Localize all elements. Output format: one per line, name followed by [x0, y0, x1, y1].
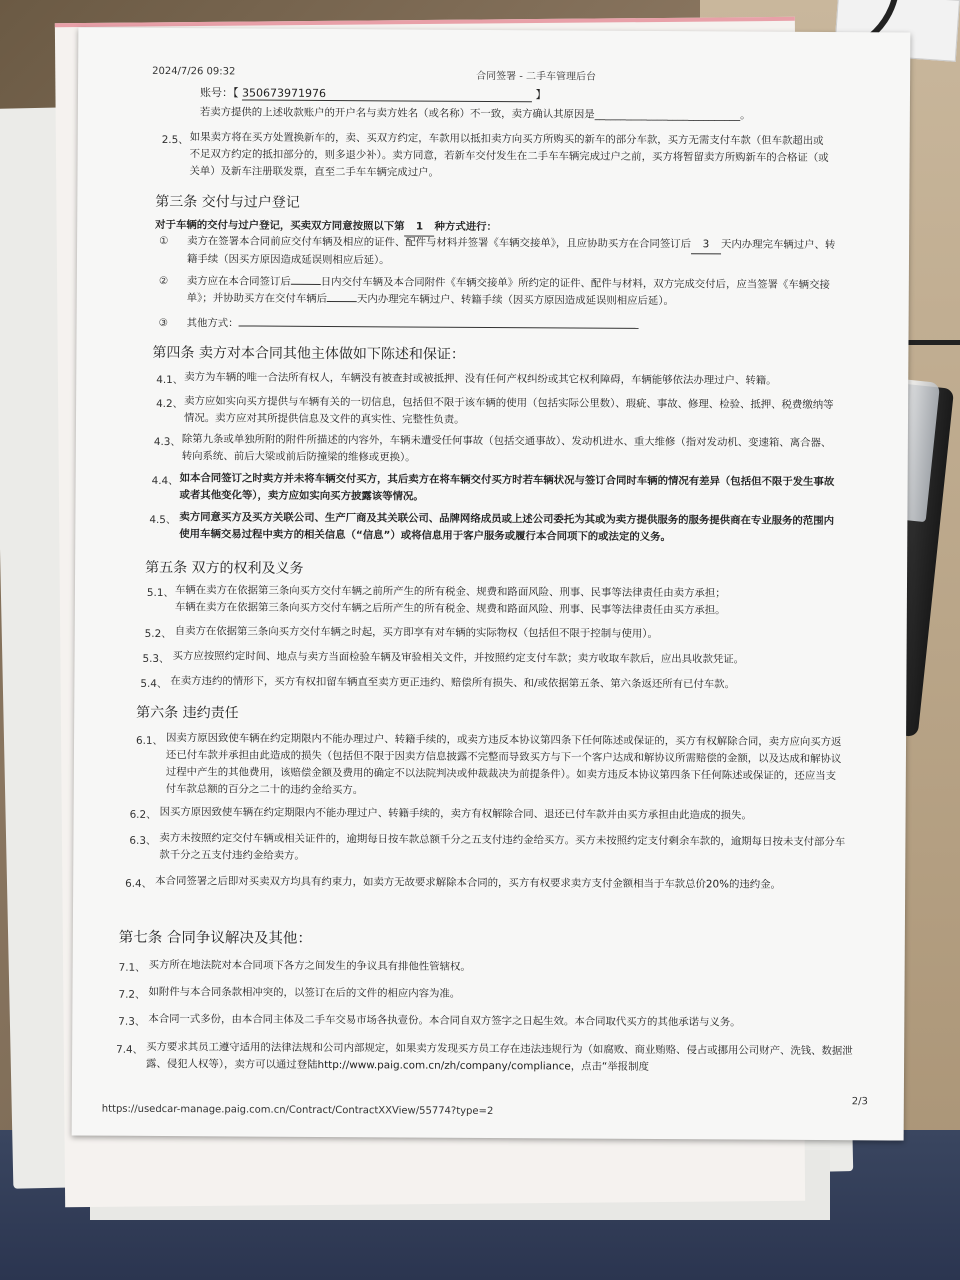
clause-num: 2.5、: [161, 133, 189, 147]
clause-num: 4.4、: [151, 474, 179, 488]
option-num: ①: [159, 234, 169, 248]
clause-text: 在卖方违约的情形下，买方有权扣留车辆直至卖方更正违约、赔偿所有损失、和/或依据第五条、第六条返还所有已付车款。: [170, 675, 736, 691]
section-title: 第三条 交付与过户登记: [155, 193, 300, 211]
clause-num: 7.2、: [118, 988, 146, 1001]
clause-num: 7.3、: [118, 1015, 146, 1028]
clause-num: 4.2、: [156, 397, 184, 411]
clause-text: 本合同签署之后即对买卖双方均具有约束力，如卖方无故要求解除本合同的，买方有权要求卖方支付金额相当于车款总价20%的违约金。: [155, 874, 781, 891]
contract-page: [72, 27, 911, 1140]
intro-line: 若卖方提供的上述收款账户的开户名与卖方姓名（或名称）不一致，卖方确认其原因是____________________________。: [199, 106, 751, 122]
clause-num: 4.3、: [153, 435, 181, 449]
account-number: 350673971976: [242, 86, 532, 102]
clause-text: 因买方原因致使车辆在约定期限内不能办理过户、转籍手续的，卖方有权解除合同、退还已付车款并由买方承担由此造成的损失。: [159, 805, 752, 822]
page-number: 2/3: [851, 1096, 868, 1108]
clause-num: 5.4、: [140, 677, 168, 691]
clause-text: 自卖方在依据第三条向买方交付车辆之时起，买方即享有对车辆的实际物权（包括但不限于控制与使用）。: [174, 625, 658, 641]
clause-num: 6.3、: [129, 834, 157, 847]
print-datetime: 2024/7/26 09:32: [152, 65, 236, 78]
s3-lead: 对于车辆的交付与过户登记，买卖双方同意按照以下第 1 种方式进行：: [155, 217, 875, 239]
option-num: ②: [158, 274, 169, 288]
clause-num: 5.2、: [144, 627, 172, 641]
clause-num: 4.1、: [156, 373, 184, 387]
clause-text: 车辆在卖方在依据第三条向买方交付车辆之前所产生的所有税金、规费和路面风险、刑事、民事等法律责任由卖方承担； 车辆在卖方在依据第三条向买方交付车辆之后所产生的所有税金、规费和路面风险、刑事、民事等法律责任由买方承担。: [174, 584, 726, 617]
option-3: 其他方式：: [187, 315, 687, 335]
clause-num: 5.1、: [146, 586, 174, 600]
section-title: 第六条 违约责任: [136, 704, 239, 722]
section-title: 第七条 合同争议解决及其他：: [118, 929, 312, 947]
clause-text: 卖方同意买方及买方关联公司、生产厂商及其关联公司、品牌网络成员或上述公司委托为其或为卖方提供服务的服务提供商在专业服务的范围内使用车辆交易过程中卖方的相关信息（“信息”）或将信息用于客户服务或履行本合同项下的或法定的义务。: [179, 511, 835, 544]
clause-num: 7.1、: [118, 961, 146, 974]
account-line: [200, 84, 547, 102]
account-close: 】: [535, 88, 547, 102]
section-title: 第五条 双方的权利及义务: [145, 559, 304, 577]
option-1: 卖方在签署本合同前应交付车辆及相应的证件、配件与材料并签署《车辆交接单》，且应协助买方在合同签订后 3 天内办理完车辆过户、转籍手续（因买方原因造成延误则相应后延）。: [186, 235, 836, 267]
option-num: ③: [158, 316, 168, 330]
section-title: 第四条 卖方对本合同其他主体做如下陈述和保证：: [152, 344, 465, 363]
print-title: 合同签署 - 二手车管理后台: [476, 70, 597, 83]
clause-num: 5.3、: [142, 652, 170, 666]
clause-text: 如本合同签订之时卖方并未将车辆交付买方，其后卖方在将车辆交付买方时若车辆状况与签订合同时车辆的情况有差异（包括但不限于发生事故或者其他变化等），卖方应如实向买方披露该等情况。: [179, 472, 835, 503]
clause-text: 因卖方原因致使车辆在约定期限内不能办理过户、转籍手续的，或卖方违反本协议第四条下任何陈述或保证的，买方有权解除合同，卖方应向买方返还已付车款并承担由此造成的损失（包括但不限于因卖方信息披露不完整而导致买方与下一个客户达成和解协议所需赔偿的金额，以及达成和解协议过程中产生的其他费用，该赔偿金额及费用的确定不以法院判决或仲裁裁决为前提条件）。如卖方违反本协议第四条下任何陈述或保证的，还应当支付车款总额的百分之二十的违约金给买方。: [165, 732, 842, 797]
clause-text: 卖方为车辆的唯一合法所有权人，车辆没有被查封或被抵押、没有任何产权纠纷或其它权利障碍，车辆能够依法办理过户、转籍。: [184, 371, 777, 387]
option-2: 卖方应在本合同签订后 日内交付车辆及本合同附件《车辆交接单》所约定的证件、配件与材料，双方完成交付后，应当签署《车辆交接单》；并协助买方在交付车辆后 天内办理完车辆过户、转籍手续（因买方原因造成延误则相应后延）。: [186, 275, 830, 308]
clause-text: 买方所在地法院对本合同项下各方之间发生的争议具有排他性管辖权。: [148, 958, 471, 973]
footer-url: https://usedcar-manage.paig.com.cn/Contract/ContractXXView/55774?type=2: [101, 1103, 494, 1118]
clause-text: 卖方应如实向买方提供与车辆有关的一切信息，包括但不限于该车辆的使用（包括实际公里数）、瑕疵、事故、修理、检验、抵押、税费缴纳等情况。卖方应对其所提供信息及文件的真实性、完整性负责。: [183, 395, 834, 426]
clause-text: 本合同一式多份，由本合同主体及二手车交易市场各执壹份。本合同自双方签字之日起生效。本合同取代买方的其他承诺与义务。: [148, 1012, 741, 1029]
clause-text: 卖方未按照约定交付车辆或相关证件的，逾期每日按车款总额千分之五支付违约金给买方。买方未按照约定支付剩余车款的，逾期每日按未支付部分车款千分之五支付违约金给卖方。: [159, 831, 846, 862]
clause-text: 买方应按照约定时间、地点与卖方当面检验车辆及审验相关文件，并按照约定支付车款；卖方收取车款后，应出具收款凭证。: [172, 650, 745, 666]
clause-num: 4.5、: [149, 513, 177, 527]
clause-num: 6.1、: [135, 734, 163, 747]
clause-num: 7.4、: [116, 1043, 144, 1056]
clause-text: 如果卖方将在买方处置换新车的，卖、买双方约定，车款用以抵扣卖方向买方所购买的新车的部分车款，买方无需支付车款（但车款超出或不足双方约定的抵扣部分的，则多退少补）。卖方同意，若新车交付发生在二手车车辆完成过户之前，买方将暂留卖方所购新车的合格证（或关单）及新车注册联发票，直至二手车车辆完成过户。: [189, 131, 829, 179]
clause-text: 除第九条或单独所附的附件所描述的内容外，车辆未遭受任何事故（包括交通事故）、发动机进水、重大维修（指对发动机、变速箱、离合器、转向系统、前后大梁或前后防撞梁的维修或更换）。: [181, 433, 832, 464]
clause-text: 买方要求其员工遵守适用的法律法规和公司内部规定，如果卖方发现买方员工存在违法违规行为（如腐败、商业贿赂、侵占或挪用公司财产、洗钱、数据泄露、侵犯人权等），卖方可以通过登陆http://www.paig.com.cn/zh/company/compliance，点击“举报制度: [146, 1040, 853, 1073]
clause-num: 6.2、: [129, 808, 157, 821]
clause-text: 如附件与本合同条款相冲突的，以签订在后的文件的相应内容为准。: [148, 985, 461, 1000]
account-label: 账号：【: [199, 86, 239, 100]
clause-num: 6.4、: [125, 877, 153, 890]
